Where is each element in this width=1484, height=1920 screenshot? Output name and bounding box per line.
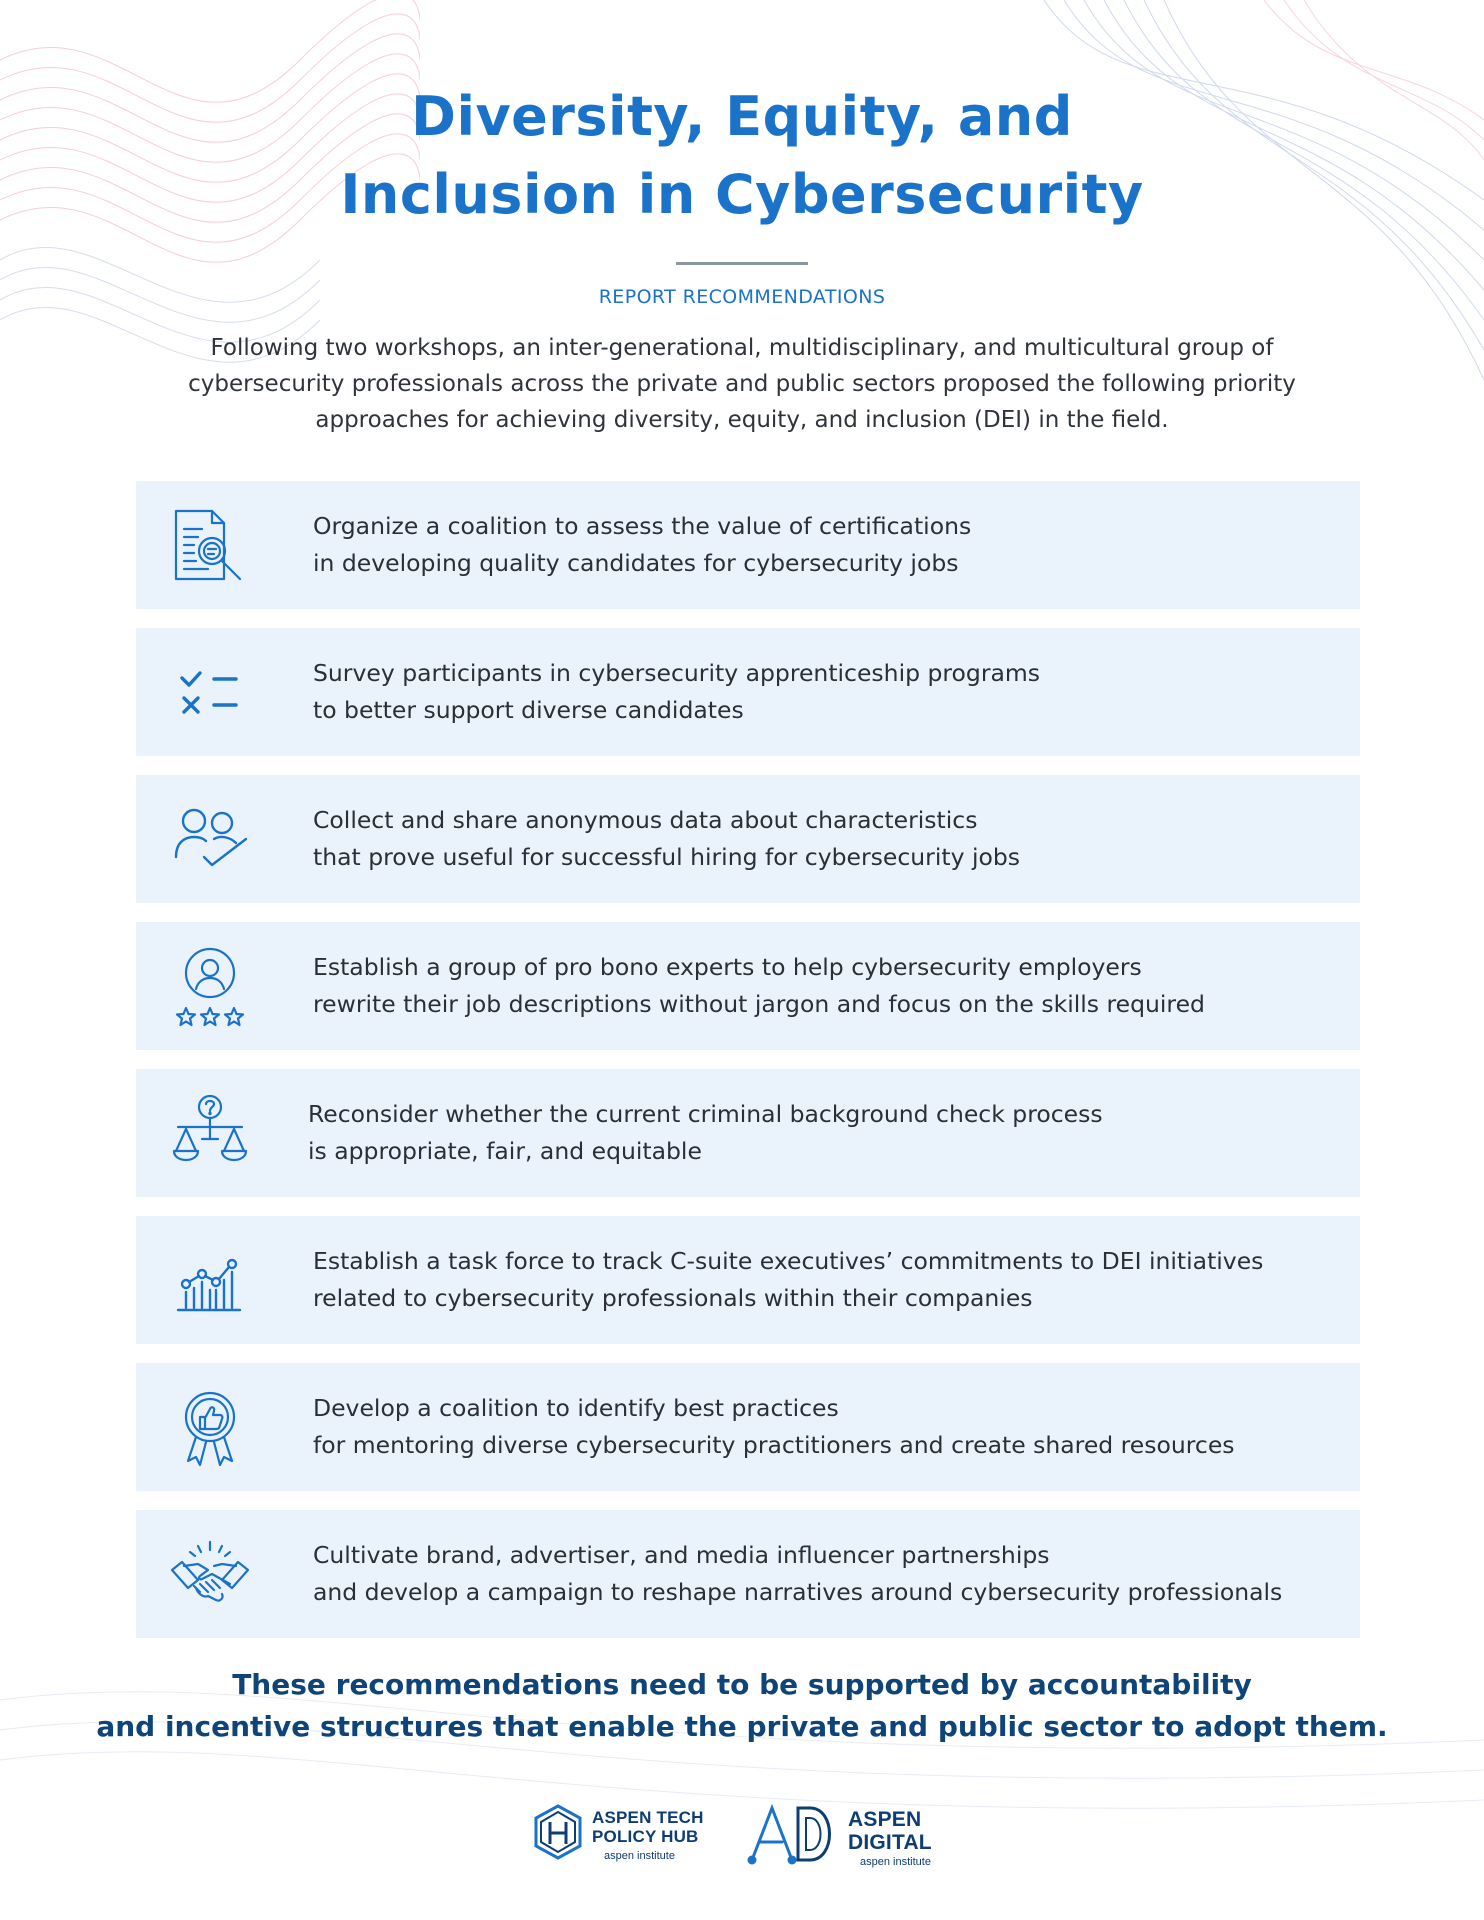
aspen-tech-policy-hub-logo [530,1800,720,1890]
recommendation-5 [136,1069,1360,1197]
growth-chart-icon [168,1240,252,1324]
document-search-icon [168,505,252,589]
logo-subtitle: aspen institute [860,1856,931,1868]
recommendation-line: Establish a task force to track C-suite executives’ commitments to DEI initiatives [313,1247,1264,1275]
intro-paragraph: Following two workshops, an inter-generational, multidisciplinary, and multicultural group of cybersecurity professionals across the private and public sectors proposed the following priority approaches for achieving diversity, equity, and inclusion (DEI) in the field. [188,335,1296,433]
recommendation-line: Establish a group of pro bono experts to help cybersecurity employers [313,953,1142,981]
ad-monogram-icon [746,1800,846,1870]
recommendation-1 [136,481,1360,609]
recommendation-line: rewrite their job descriptions without jargon and focus on the skills required [313,990,1205,1018]
recommendations-list [136,481,1360,1657]
recommendation-text [313,1243,1330,1317]
recommendation-text [313,508,1330,582]
logo-name [848,1808,932,1854]
logo-subtitle: aspen institute [604,1850,675,1862]
logo-name-line: DIGITAL [848,1831,932,1854]
recommendation-text [313,1390,1330,1464]
recommendation-4 [136,922,1360,1050]
checklist-icon [168,652,252,736]
scales-question-icon [168,1093,252,1177]
page-title [0,78,1484,234]
recommendation-line: Collect and share anonymous data about characteristics [313,806,978,834]
recommendation-text [313,655,1330,729]
recommendation-line: in developing quality candidates for cybersecurity jobs [313,549,959,577]
recommendation-6 [136,1216,1360,1344]
recommendation-line: for mentoring diverse cybersecurity practitioners and create shared resources [313,1431,1235,1459]
logo-name-line: ASPEN [848,1808,922,1831]
recommendation-line: Reconsider whether the current criminal background check process [308,1100,1103,1128]
recommendation-3 [136,775,1360,903]
hexagon-h-icon [530,1800,586,1870]
title-line-1: Diversity, Equity, and [411,85,1073,148]
user-rating-icon [168,946,252,1030]
recommendation-line: Survey participants in cybersecurity apprenticeship programs [313,659,1041,687]
recommendation-text [313,802,1330,876]
recommendation-line: related to cybersecurity professionals within their companies [313,1284,1033,1312]
recommendation-text [313,949,1330,1023]
closing-line-2: and incentive structures that enable the private and public sector to adopt them. [96,1710,1388,1743]
aspen-digital-logo [746,1800,966,1890]
recommendation-7 [136,1363,1360,1491]
section-kicker: REPORT RECOMMENDATIONS [598,286,886,308]
logo-name-line: POLICY HUB [592,1827,699,1846]
recommendation-line: Cultivate brand, advertiser, and media influencer partnerships [313,1541,1050,1569]
logo-name-line: ASPEN TECH [592,1808,704,1827]
recommendation-line: Organize a coalition to assess the value of certifications [313,512,972,540]
recommendation-line: is appropriate, fair, and equitable [308,1137,702,1165]
title-divider [676,262,808,265]
people-check-icon [168,799,252,883]
recommendation-line: and develop a campaign to reshape narratives around cybersecurity professionals [313,1578,1283,1606]
closing-line-1: These recommendations need to be supported by accountability [232,1668,1252,1701]
recommendation-8 [136,1510,1360,1638]
recommendation-line: that prove useful for successful hiring for cybersecurity jobs [313,843,1021,871]
title-line-2: Inclusion in Cybersecurity [340,163,1144,226]
recommendation-line: to better support diverse candidates [313,696,744,724]
handshake-icon [168,1534,252,1618]
recommendation-text [308,1096,1330,1170]
recommendation-2 [136,628,1360,756]
footer-logos [530,1800,970,1890]
logo-name [592,1808,704,1846]
recommendation-line: Develop a coalition to identify best practices [313,1394,839,1422]
award-thumbs-up-icon [168,1387,252,1471]
recommendation-text [313,1537,1330,1611]
closing-statement [0,1664,1484,1748]
